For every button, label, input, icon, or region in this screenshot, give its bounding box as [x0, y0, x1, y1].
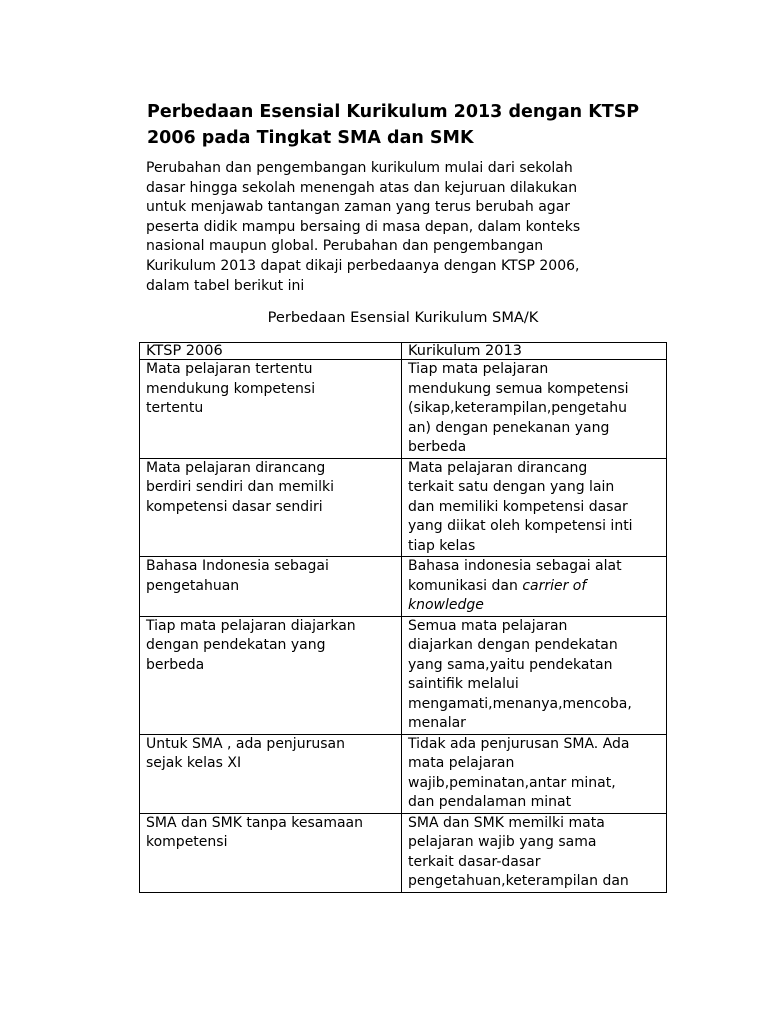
cell-line: Mata pelajaran dirancang — [408, 459, 588, 476]
cell-line: Tidak ada penjurusan SMA. Ada — [408, 735, 630, 752]
cell-ktsp — [140, 360, 402, 459]
cell-line: yang diikat oleh kompetensi inti — [408, 518, 633, 534]
cell-line: pengetahuan — [146, 577, 240, 594]
cell-k13 — [402, 616, 667, 734]
cell-line: SMA dan SMK tanpa kesamaan — [146, 814, 363, 831]
cell-line — [408, 577, 660, 597]
cell-line: yang sama,yaitu pendekatan — [408, 656, 613, 673]
cell-line: Semua mata pelajaran — [408, 617, 568, 634]
cell-line: SMA dan SMK memilki mata — [408, 814, 605, 831]
cell-line: tiap kelas — [408, 537, 476, 554]
cell-line: Bahasa Indonesia sebagai — [146, 558, 329, 574]
cell-line: saintifik melalui — [408, 676, 519, 692]
cell-line: kompetensi — [146, 834, 228, 850]
intro-line: peserta didik mampu bersaing di masa depan, dalam konteks — [146, 218, 581, 235]
cell-k13 — [402, 734, 667, 813]
cell-line: Tiap mata pelajaran diajarkan — [146, 617, 356, 634]
cell-line: Tiap mata pelajaran — [408, 361, 549, 377]
cell-ktsp — [140, 813, 402, 892]
cell-line: tertentu — [146, 400, 204, 416]
cell-ktsp — [140, 557, 402, 617]
intro-line: Perubahan dan pengembangan kurikulum mulai dari sekolah — [146, 160, 573, 176]
intro-paragraph — [146, 159, 646, 296]
header-kurikulum-2013: Kurikulum 2013 — [402, 343, 667, 360]
cell-line: terkait satu dengan yang lain — [408, 479, 615, 495]
cell-line: (sikap,keterampilan,pengetahu — [408, 400, 627, 416]
cell-line: Untuk SMA , ada penjurusan — [146, 735, 345, 752]
cell-line: terkait dasar-dasar — [408, 853, 541, 870]
table-row — [140, 734, 667, 813]
intro-line: dalam tabel berikut ini — [146, 277, 305, 294]
table-row — [140, 616, 667, 734]
cell-line: dengan pendekatan yang — [146, 637, 326, 653]
cell-k13 — [402, 458, 667, 557]
cell-line: Bahasa indonesia sebagai alat — [408, 558, 622, 574]
cell-line: mendukung kompetensi — [146, 380, 316, 397]
table-row — [140, 458, 667, 557]
cell-line: wajib,peminatan,antar minat, — [408, 774, 616, 791]
table-row — [140, 813, 667, 892]
cell-ktsp — [140, 458, 402, 557]
intro-line: dasar hingga sekolah menengah atas dan kejuruan dilakukan — [146, 179, 578, 196]
table-row — [140, 557, 667, 617]
intro-line: nasional maupun global. Perubahan dan pengembangan — [146, 238, 544, 255]
cell-line: berbeda — [408, 439, 467, 455]
table-header-row — [140, 343, 667, 360]
cell-k13 — [402, 557, 667, 617]
cell-line: berbeda — [146, 656, 205, 673]
intro-line: untuk menjawab tantangan zaman yang terus berubah agar — [146, 199, 571, 216]
cell-line: diajarkan dengan pendekatan — [408, 637, 618, 653]
cell-line: menalar — [408, 715, 466, 731]
cell-k13 — [402, 360, 667, 459]
cell-line: Mata pelajaran dirancang — [146, 459, 326, 476]
cell-line: sejak kelas XI — [146, 755, 242, 771]
cell-line: berdiri sendiri dan memilki — [146, 479, 334, 495]
cell-line: pelajaran wajib yang sama — [408, 834, 597, 850]
cell-text: komunikasi dan — [408, 577, 523, 594]
header-ktsp-2006: KTSP 2006 — [140, 343, 402, 360]
title-line: 2006 pada Tingkat SMA dan SMK — [147, 128, 474, 148]
cell-ktsp — [140, 616, 402, 734]
cell-line: dan pendalaman minat — [408, 794, 572, 810]
cell-line: an) dengan penekanan yang — [408, 419, 610, 436]
comparison-table — [139, 342, 667, 893]
cell-k13 — [402, 813, 667, 892]
cell-line: mendukung semua kompetensi — [408, 380, 629, 397]
italic-term: carrier of — [522, 577, 587, 594]
cell-line: pengetahuan,keterampilan dan — [408, 873, 629, 889]
table-row — [140, 360, 667, 459]
cell-line: Mata pelajaran tertentu — [146, 361, 313, 377]
intro-line: Kurikulum 2013 dapat dikaji perbedaanya dengan KTSP 2006, — [146, 257, 580, 274]
table-caption: Perbedaan Esensial Kurikulum SMA/K — [267, 309, 539, 326]
cell-ktsp — [140, 734, 402, 813]
italic-term: knowledge — [408, 597, 484, 613]
document-title — [147, 99, 707, 151]
title-line: Perbedaan Esensial Kurikulum 2013 dengan KTSP — [147, 102, 640, 122]
cell-line: mengamati,menanya,mencoba, — [408, 695, 632, 712]
cell-line: mata pelajaran — [408, 755, 515, 771]
cell-line: dan memiliki kompetensi dasar — [408, 498, 628, 515]
cell-line: kompetensi dasar sendiri — [146, 498, 323, 515]
